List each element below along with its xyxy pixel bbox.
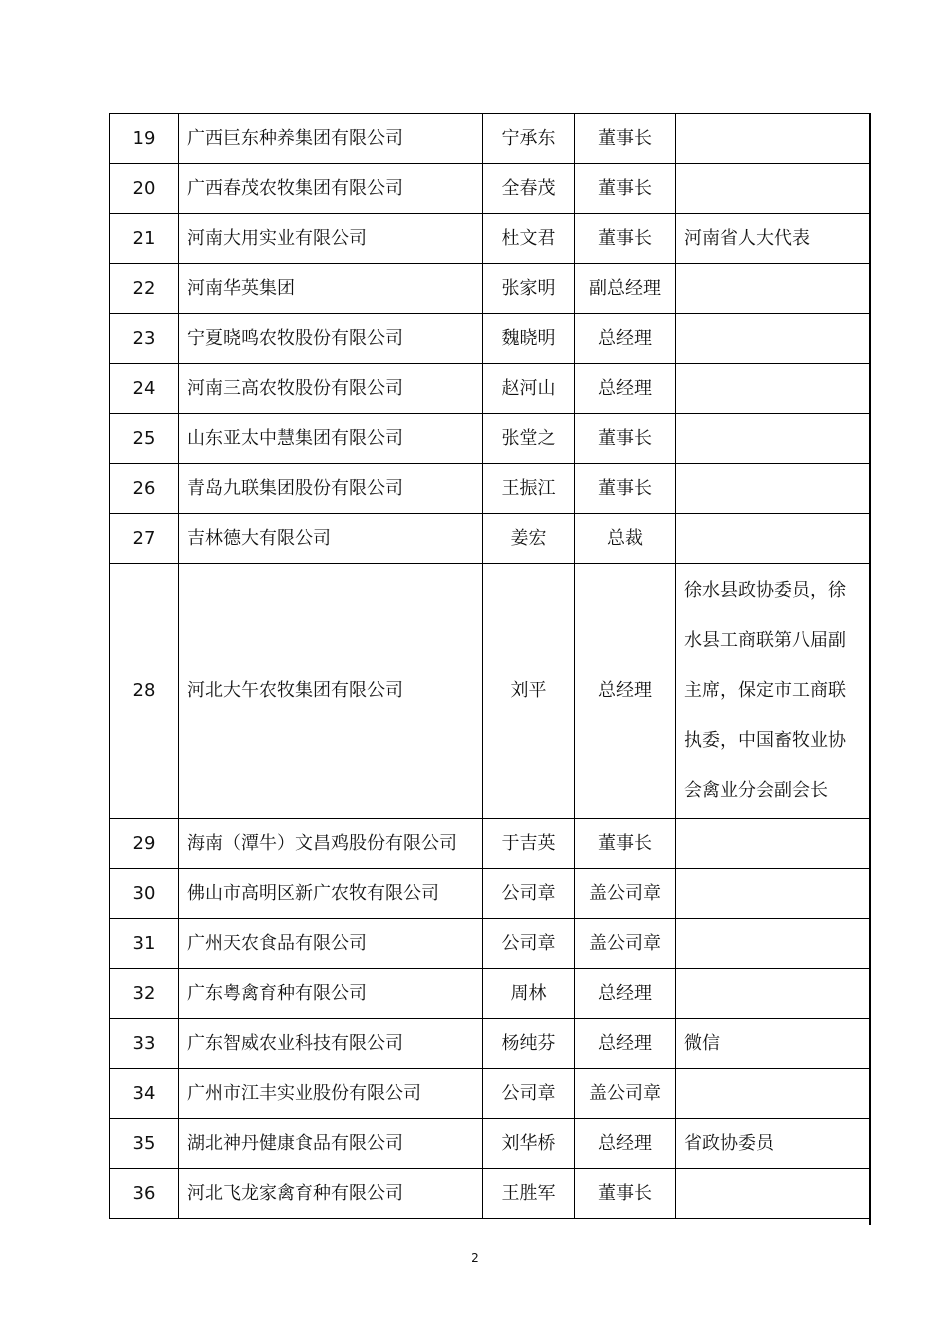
- company-name: 广东粤禽育种有限公司: [179, 969, 483, 1019]
- remark: 微信: [676, 1019, 870, 1069]
- row-index: 27: [110, 514, 179, 564]
- remark: 河南省人大代表: [676, 214, 870, 264]
- company-name: 广东智威农业科技有限公司: [179, 1019, 483, 1069]
- person-name: 姜宏: [483, 514, 575, 564]
- company-name: 广西巨东种养集团有限公司: [179, 114, 483, 164]
- remark: [676, 869, 870, 919]
- table-row: [110, 164, 870, 214]
- person-position: 董事长: [575, 819, 676, 869]
- person-name: 王振江: [483, 464, 575, 514]
- company-name: 河北大午农牧集团有限公司: [179, 564, 483, 819]
- row-index: 34: [110, 1069, 179, 1119]
- row-index: 31: [110, 919, 179, 969]
- remark: [676, 464, 870, 514]
- remark: [676, 919, 870, 969]
- person-position: 副总经理: [575, 264, 676, 314]
- person-name: 于吉英: [483, 819, 575, 869]
- row-index: 20: [110, 164, 179, 214]
- remark: [676, 1169, 870, 1219]
- person-position: 董事长: [575, 464, 676, 514]
- row-index: 24: [110, 364, 179, 414]
- row-index: 26: [110, 464, 179, 514]
- company-name: 河南三高农牧股份有限公司: [179, 364, 483, 414]
- row-index: 32: [110, 969, 179, 1019]
- person-name: 周林: [483, 969, 575, 1019]
- company-name: 吉林德大有限公司: [179, 514, 483, 564]
- person-position: 总经理: [575, 364, 676, 414]
- person-position: 总经理: [575, 969, 676, 1019]
- person-name: 全春茂: [483, 164, 575, 214]
- table-row: [110, 969, 870, 1019]
- member-table-body: [110, 114, 870, 1219]
- row-index: 22: [110, 264, 179, 314]
- table-row: [110, 1119, 870, 1169]
- person-position: 董事长: [575, 414, 676, 464]
- company-name: 湖北神丹健康食品有限公司: [179, 1119, 483, 1169]
- remark: [676, 114, 870, 164]
- person-position: 董事长: [575, 114, 676, 164]
- table-row: [110, 564, 870, 819]
- remark: [676, 264, 870, 314]
- person-name: 张家明: [483, 264, 575, 314]
- person-position: 盖公司章: [575, 869, 676, 919]
- company-name: 山东亚太中慧集团有限公司: [179, 414, 483, 464]
- table-row: [110, 264, 870, 314]
- person-position: 盖公司章: [575, 1069, 676, 1119]
- remark: [676, 314, 870, 364]
- table-row: [110, 1019, 870, 1069]
- person-position: 总经理: [575, 1019, 676, 1069]
- table-row: [110, 364, 870, 414]
- member-table-container: [109, 113, 869, 1219]
- table-row: [110, 1069, 870, 1119]
- table-row: [110, 464, 870, 514]
- row-index: 28: [110, 564, 179, 819]
- company-name: 广西春茂农牧集团有限公司: [179, 164, 483, 214]
- table-row: [110, 919, 870, 969]
- company-name: 海南（潭牛）文昌鸡股份有限公司: [179, 819, 483, 869]
- person-position: 董事长: [575, 1169, 676, 1219]
- table-row: [110, 214, 870, 264]
- remark: 省政协委员: [676, 1119, 870, 1169]
- remark: [676, 1069, 870, 1119]
- person-name: 杨纯芬: [483, 1019, 575, 1069]
- row-index: 33: [110, 1019, 179, 1069]
- table-double-border: [869, 113, 871, 1225]
- person-name: 公司章: [483, 1069, 575, 1119]
- remark: [676, 969, 870, 1019]
- row-index: 36: [110, 1169, 179, 1219]
- person-position: 盖公司章: [575, 919, 676, 969]
- table-row: [110, 819, 870, 869]
- company-name: 宁夏晓鸣农牧股份有限公司: [179, 314, 483, 364]
- person-position: 董事长: [575, 164, 676, 214]
- remark: [676, 514, 870, 564]
- person-name: 公司章: [483, 869, 575, 919]
- row-index: 19: [110, 114, 179, 164]
- row-index: 25: [110, 414, 179, 464]
- person-name: 赵河山: [483, 364, 575, 414]
- table-row: [110, 414, 870, 464]
- person-name: 刘华桥: [483, 1119, 575, 1169]
- company-name: 河南大用实业有限公司: [179, 214, 483, 264]
- row-index: 21: [110, 214, 179, 264]
- company-name: 河南华英集团: [179, 264, 483, 314]
- table-row: [110, 114, 870, 164]
- table-row: [110, 514, 870, 564]
- person-name: 刘平: [483, 564, 575, 819]
- remark: [676, 364, 870, 414]
- person-position: 总经理: [575, 314, 676, 364]
- row-index: 23: [110, 314, 179, 364]
- person-name: 魏晓明: [483, 314, 575, 364]
- row-index: 35: [110, 1119, 179, 1169]
- person-name: 宁承东: [483, 114, 575, 164]
- person-name: 张堂之: [483, 414, 575, 464]
- member-table: [109, 113, 870, 1219]
- row-index: 29: [110, 819, 179, 869]
- person-name: 杜文君: [483, 214, 575, 264]
- company-name: 青岛九联集团股份有限公司: [179, 464, 483, 514]
- person-name: 公司章: [483, 919, 575, 969]
- person-position: 总裁: [575, 514, 676, 564]
- person-position: 董事长: [575, 214, 676, 264]
- person-position: 总经理: [575, 564, 676, 819]
- row-index: 30: [110, 869, 179, 919]
- company-name: 佛山市高明区新广农牧有限公司: [179, 869, 483, 919]
- remark: [676, 819, 870, 869]
- person-position: 总经理: [575, 1119, 676, 1169]
- table-row: [110, 869, 870, 919]
- person-name: 王胜军: [483, 1169, 575, 1219]
- table-row: [110, 314, 870, 364]
- remark: 徐水县政协委员，徐水县工商联第八届副主席，保定市工商联执委，中国畜牧业协会禽业分会副会长: [676, 564, 870, 819]
- company-name: 河北飞龙家禽育种有限公司: [179, 1169, 483, 1219]
- company-name: 广州天农食品有限公司: [179, 919, 483, 969]
- page-number: 2: [471, 1251, 479, 1265]
- company-name: 广州市江丰实业股份有限公司: [179, 1069, 483, 1119]
- remark: [676, 164, 870, 214]
- remark: [676, 414, 870, 464]
- table-row: [110, 1169, 870, 1219]
